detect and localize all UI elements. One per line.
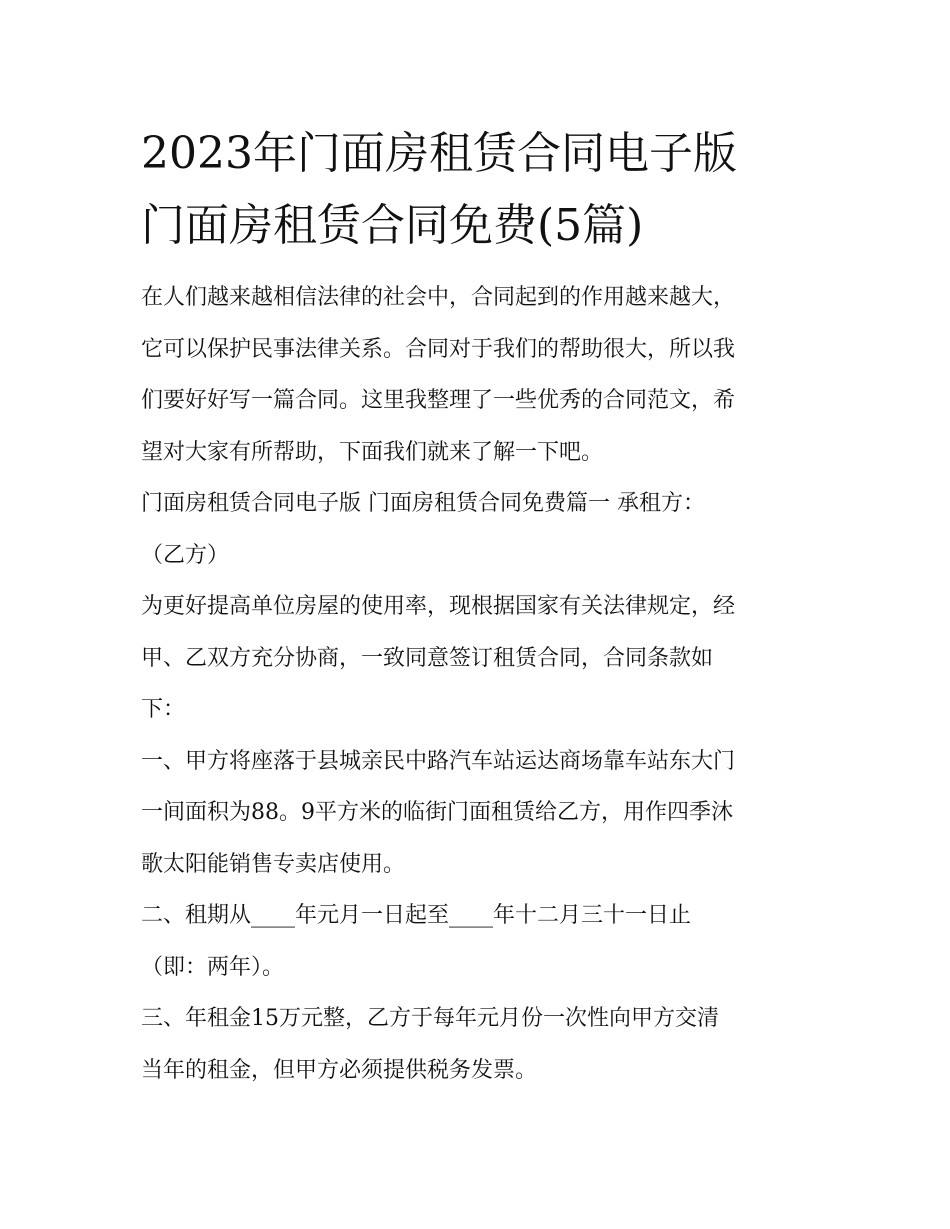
document-title bbox=[141, 118, 817, 262]
text-line: 它可以保护民事法律关系。合同对于我们的帮助很大，所以我 bbox=[141, 336, 736, 362]
paragraph-clause-3 bbox=[141, 993, 817, 1096]
text-line: 当年的租金，但甲方必须提供税务发票。 bbox=[141, 1057, 538, 1083]
text-line: （乙方） bbox=[141, 542, 230, 568]
text-line: （即：两年）。 bbox=[141, 954, 285, 980]
text-line: 们要好好写一篇合同。这里我整理了一些优秀的合同范文，希 bbox=[141, 388, 736, 413]
text-line: 下： bbox=[141, 697, 186, 722]
title-line: 2023年门面房租赁合同电子版 bbox=[141, 128, 737, 179]
paragraph-heading bbox=[141, 478, 817, 530]
text-line: 三、年租金15万元整，乙方于每年元月份一次性向甲方交清 bbox=[141, 1006, 719, 1031]
document-content bbox=[141, 118, 817, 1096]
text-line: 一、甲方将座落于县城亲民中路汽车站运达商场靠车站东大门 bbox=[141, 748, 736, 774]
text-line: 门面房租赁合同电子版 门面房租赁合同免费篇一 承租方： bbox=[141, 491, 705, 516]
text-line: 为更好提高单位房屋的使用率，现根据国家有关法律规定，经 bbox=[141, 594, 736, 619]
text-line: 一间面积为88。9平方米的临街门面租赁给乙方，用作四季沐 bbox=[141, 800, 733, 825]
paragraph-clause-2 bbox=[141, 890, 817, 993]
paragraph-preamble bbox=[141, 581, 817, 736]
text-line: 望对大家有所帮助，下面我们就来了解一下吧。 bbox=[141, 439, 604, 465]
document-body bbox=[141, 272, 817, 1096]
paragraph-intro bbox=[141, 272, 817, 478]
paragraph-clause-1 bbox=[141, 736, 817, 891]
text-line: 甲、乙双方充分协商，一致同意签订租赁合同，合同条款如 bbox=[141, 645, 714, 671]
paragraph-party bbox=[141, 530, 817, 582]
title-line: 门面房租赁合同免费(5篇) bbox=[141, 200, 644, 251]
text-line: 歌太阳能销售专卖店使用。 bbox=[141, 851, 406, 877]
text-line: 二、租期从____年元月一日起至____年十二月三十一日止 bbox=[141, 903, 692, 928]
text-line: 在人们越来越相信法律的社会中，合同起到的作用越来越大， bbox=[141, 285, 736, 310]
